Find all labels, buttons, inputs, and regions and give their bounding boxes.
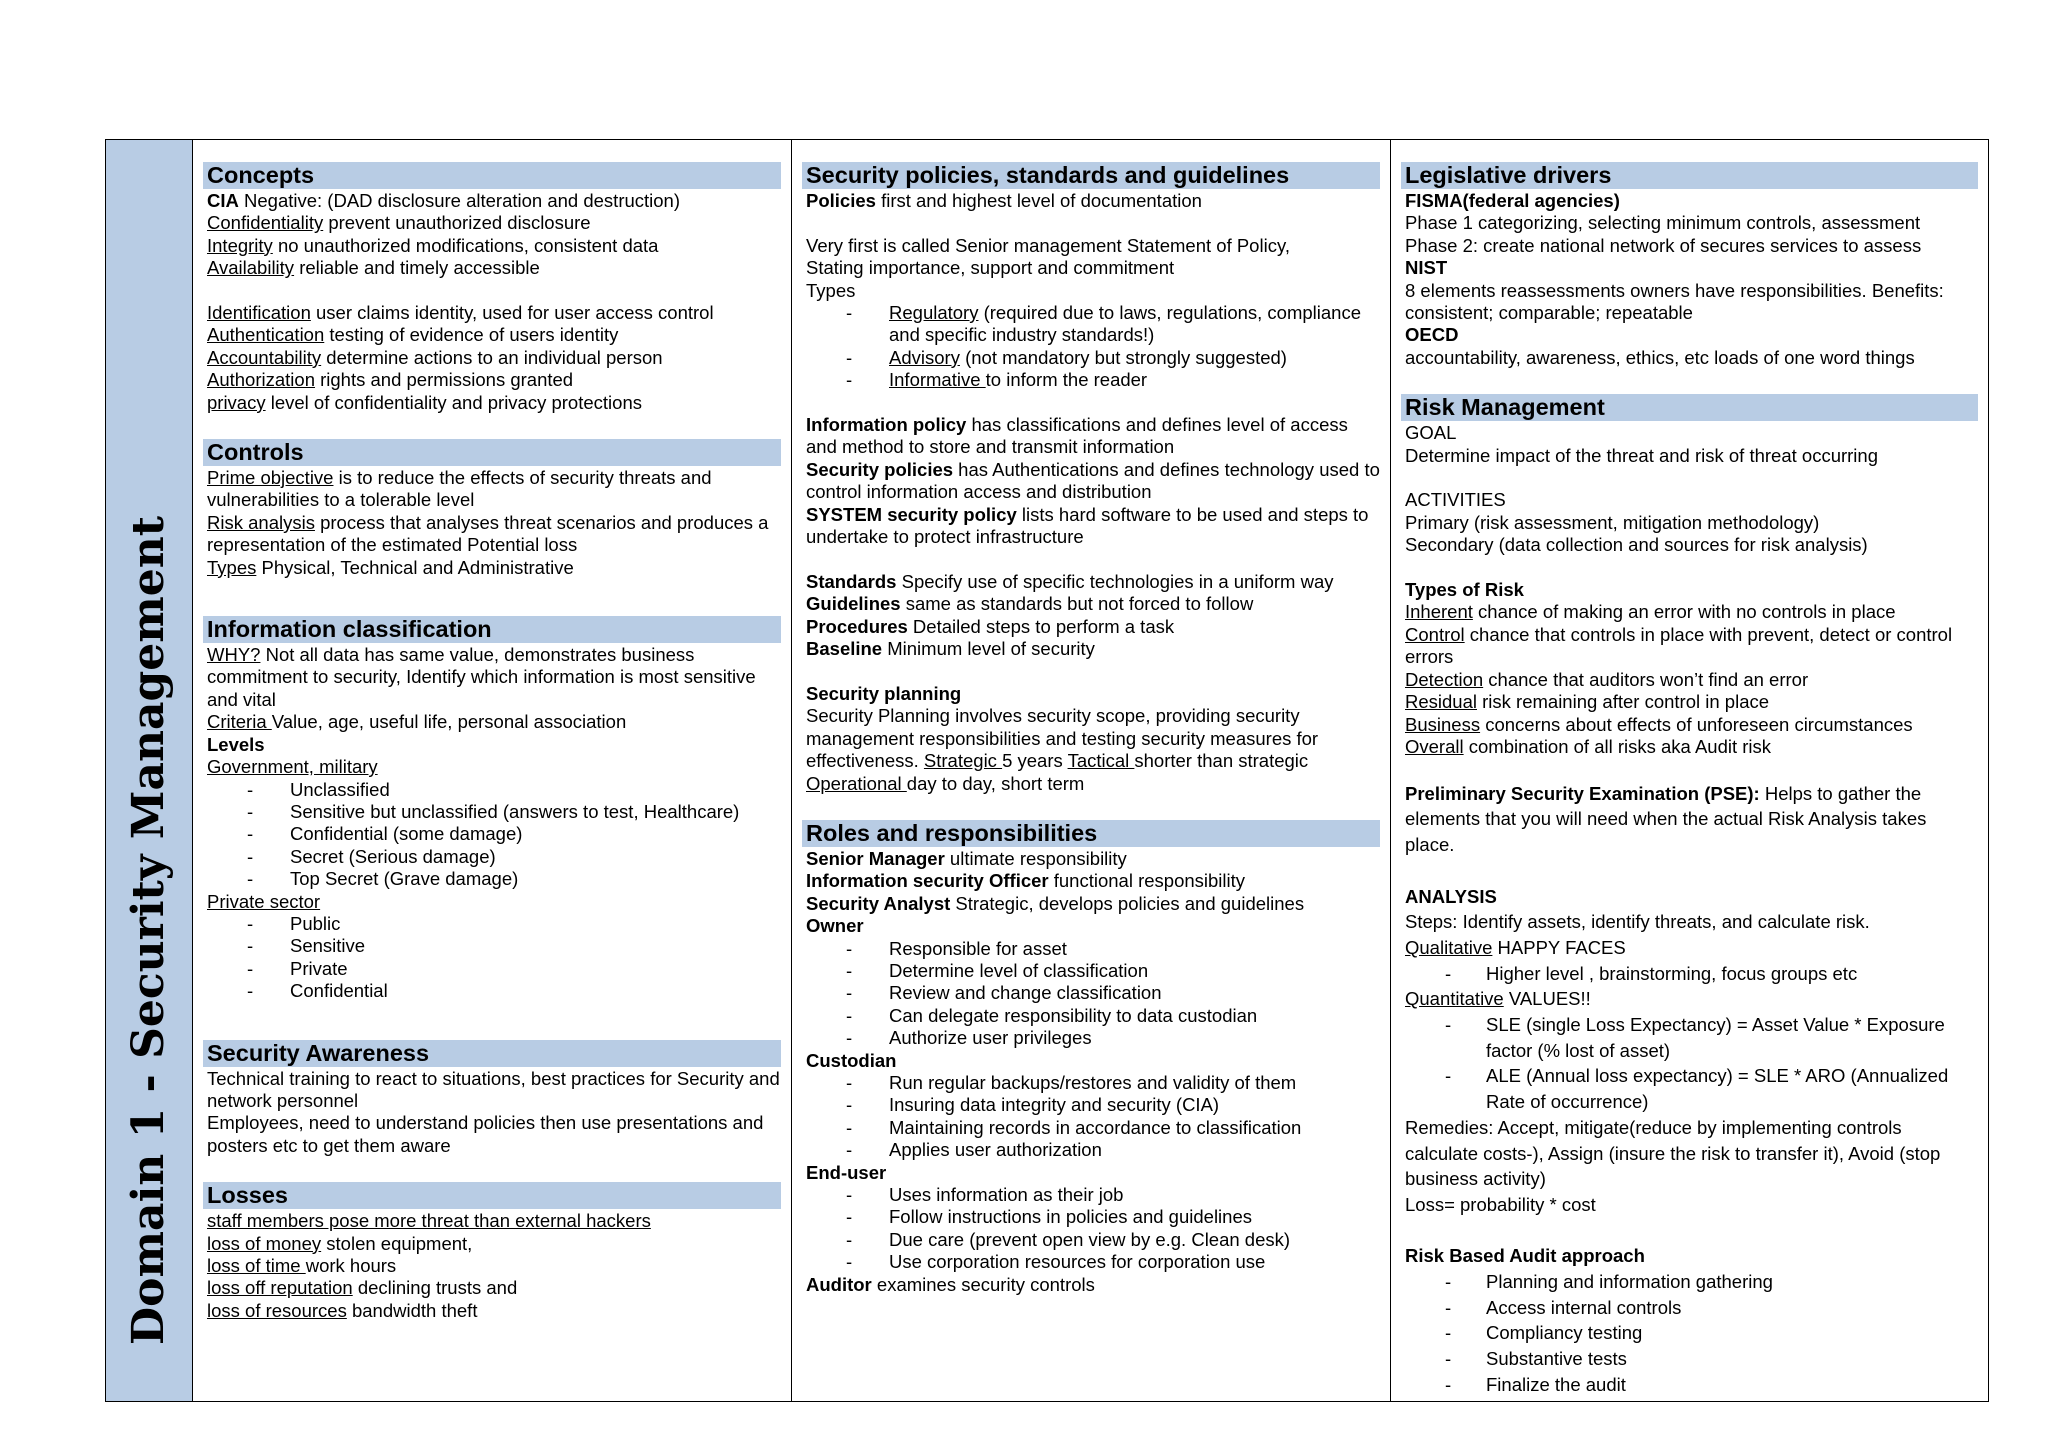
nist-heading: NIST xyxy=(1405,257,1448,279)
concept-integrity: Integrity no unauthorized modifications, consistent data xyxy=(207,234,659,256)
quantitative-item: - ALE (Annual loss expectancy) = SLE * ARO (Annualized Rate of occurrence) xyxy=(1401,1063,1978,1114)
domain-title: Domain 1 - Security Management xyxy=(123,515,174,1345)
policies-types: Types xyxy=(806,279,856,301)
section-title-policies: Security policies, standards and guidelines xyxy=(802,162,1380,189)
custodian-item: - Run regular backups/restores and validity of them xyxy=(802,1072,1380,1094)
risk-quantitative: Quantitative VALUES!! xyxy=(1405,988,1591,1010)
enduser-item: - Uses information as their job xyxy=(802,1184,1380,1206)
risk-qualitative: Qualitative HAPPY FACES xyxy=(1405,936,1626,958)
owner-item: - Review and change classification xyxy=(802,982,1380,1004)
concept-authorization: Authorization rights and permissions granted xyxy=(207,369,574,391)
system-security-policy: SYSTEM security policy lists hard software to be used and steps to undertake to protect infrastructure xyxy=(806,503,1369,548)
losses-resources: loss of resources bandwidth theft xyxy=(207,1299,478,1321)
risk-detection: Detection chance that auditors won’t find an error xyxy=(1405,668,1809,690)
controls-prime: Prime objective is to reduce the effects of security threats and vulnerabilities to a tolerable level xyxy=(207,467,712,511)
gov-level: - Secret (Serious damage) xyxy=(203,846,781,868)
guidelines-line: Guidelines same as standards but not forced to follow xyxy=(806,593,1254,615)
custodian-item: - Maintaining records in accordance to classification xyxy=(802,1117,1380,1139)
info-class-gov-heading: Government, military xyxy=(207,756,378,778)
custodian-item: - Applies user authorization xyxy=(802,1139,1380,1161)
section-title-info-class: Information classification xyxy=(203,616,781,643)
role-custodian: Custodian xyxy=(806,1049,897,1071)
controls-risk-analysis: Risk analysis process that analyses threat scenarios and produces a representation of the estimated Potential loss xyxy=(207,511,769,556)
info-class-criteria: Criteria Value, age, useful life, personal association xyxy=(207,711,627,733)
private-level: - Sensitive xyxy=(203,935,781,957)
section-title-roles: Roles and responsibilities xyxy=(802,820,1380,847)
risk-types-heading: Types of Risk xyxy=(1405,579,1524,601)
risk-control: Control chance that controls in place with prevent, detect or control errors xyxy=(1405,623,1953,668)
section-title-concepts: Concepts xyxy=(203,162,781,189)
domain-sheet xyxy=(105,139,1989,1402)
rba-heading: Risk Based Audit approach xyxy=(1405,1245,1645,1267)
section-roles xyxy=(802,820,1380,1296)
losses-staff: staff members pose more threat than external hackers xyxy=(207,1210,651,1232)
owner-item: - Can delegate responsibility to data custodian xyxy=(802,1005,1380,1027)
role-auditor: Auditor examines security controls xyxy=(806,1273,1095,1295)
risk-inherent: Inherent chance of making an error with no controls in place xyxy=(1405,601,1896,623)
security-planning-text: Security Planning involves security scope, providing security management responsibilities and testing security measures for effectiveness. Strategic 5 years Tactical shorter than strategic Operational day to day, short term xyxy=(806,705,1319,794)
fisma-phase-1: Phase 1 categorizing, selecting minimum controls, assessment xyxy=(1405,212,1921,234)
fisma-phase-2: Phase 2: create national network of secures services to assess xyxy=(1405,234,1922,256)
column-1 xyxy=(193,140,792,1401)
concept-identification: Identification user claims identity, used for user access control xyxy=(207,302,714,324)
risk-business: Business concerns about effects of unforeseen circumstances xyxy=(1405,713,1913,735)
section-losses xyxy=(203,1182,781,1322)
rba-item: - Access internal controls xyxy=(1401,1295,1978,1321)
column-2 xyxy=(792,140,1391,1401)
column-3 xyxy=(1391,140,1988,1401)
enduser-item: - Follow instructions in policies and guidelines xyxy=(802,1206,1380,1228)
role-owner: Owner xyxy=(806,915,864,937)
controls-types: Types Physical, Technical and Administrative xyxy=(207,556,574,578)
risk-pse: Preliminary Security Examination (PSE): Helps to gather the elements that you will need when the actual Risk Analysis takes place. xyxy=(1405,782,1927,856)
risk-loss: Loss= probability * cost xyxy=(1405,1193,1596,1215)
policies-line: Policies first and highest level of documentation xyxy=(806,190,1202,211)
info-class-levels: Levels xyxy=(207,733,265,755)
risk-residual: Residual risk remaining after control in place xyxy=(1405,691,1770,713)
risk-secondary: Secondary (data collection and sources for risk analysis) xyxy=(1405,534,1868,556)
gov-level: - Unclassified xyxy=(203,779,781,801)
nist-text: 8 elements reassessments owners have responsibilities. Benefits: consistent; comparable; repeatable xyxy=(1405,279,1944,324)
losses-reputation: loss off reputation declining trusts and xyxy=(207,1277,518,1299)
info-class-private-heading: Private sector xyxy=(207,890,321,912)
section-controls xyxy=(203,439,781,579)
owner-item: - Determine level of classification xyxy=(802,960,1380,982)
section-concepts xyxy=(203,162,781,414)
gov-level: - Sensitive but unclassified (answers to test, Healthcare) xyxy=(203,801,781,823)
custodian-item: - Insuring data integrity and security (CIA) xyxy=(802,1094,1380,1116)
policy-type-advisory: - Advisory (not mandatory but strongly suggested) xyxy=(802,347,1380,369)
section-security-awareness xyxy=(203,1040,781,1158)
qualitative-item: - Higher level , brainstorming, focus groups etc xyxy=(1401,961,1978,987)
concept-accountability: Accountability determine actions to an individual person xyxy=(207,346,663,368)
info-class-why: WHY? Not all data has same value, demonstrates business commitment to security, Identify which information is most sensitive and vital xyxy=(207,644,756,710)
gov-level: - Top Secret (Grave damage) xyxy=(203,868,781,890)
rba-item: - Finalize the audit xyxy=(1401,1372,1978,1398)
rba-item: - Substantive tests xyxy=(1401,1346,1978,1372)
section-policies xyxy=(802,162,1380,795)
role-senior-manager: Senior Manager ultimate responsibility xyxy=(806,847,1127,869)
risk-activities: ACTIVITIES xyxy=(1405,489,1506,511)
oecd-heading: OECD xyxy=(1405,324,1459,346)
security-policies: Security policies has Authentications and defines technology used to control information access and distribution xyxy=(806,458,1380,503)
risk-goal-text: Determine impact of the threat and risk of threat occurring xyxy=(1405,444,1878,466)
awareness-text-2: Employees, need to understand policies then use presentations and posters etc to get them aware xyxy=(207,1112,764,1156)
private-level: - Private xyxy=(203,958,781,980)
section-risk-management xyxy=(1401,394,1978,1397)
losses-money: loss of money stolen equipment, xyxy=(207,1232,473,1254)
rba-item: - Planning and information gathering xyxy=(1401,1269,1978,1295)
section-title-risk: Risk Management xyxy=(1401,394,1978,421)
awareness-text-1: Technical training to react to situations, best practices for Security and network personnel xyxy=(207,1067,780,1111)
policies-stating: Stating importance, support and commitment xyxy=(806,257,1175,279)
domain-sidebar xyxy=(106,140,193,1401)
fisma-heading: FISMA(federal agencies) xyxy=(1405,190,1620,211)
enduser-item: - Use corporation resources for corporation use xyxy=(802,1251,1380,1273)
risk-goal: GOAL xyxy=(1405,422,1457,444)
losses-time: loss of time work hours xyxy=(207,1255,397,1277)
role-iso: Information security Officer functional responsibility xyxy=(806,870,1246,892)
private-level: - Confidential xyxy=(203,980,781,1002)
owner-item: - Authorize user privileges xyxy=(802,1027,1380,1049)
standards-line: Standards Specify use of specific technologies in a uniform way xyxy=(806,570,1334,592)
risk-remedies: Remedies: Accept, mitigate(reduce by implementing controls calculate costs-), Assign (insure the risk to transfer it), Avoid (stop business activity) xyxy=(1405,1116,1941,1190)
section-title-legislative: Legislative drivers xyxy=(1401,162,1978,189)
role-security-analyst: Security Analyst Strategic, develops policies and guidelines xyxy=(806,892,1305,914)
policy-type-regulatory: - Regulatory (required due to laws, regulations, compliance and specific industry standards!) xyxy=(802,302,1380,347)
security-planning-heading: Security planning xyxy=(806,682,962,704)
policy-type-informative: - Informative to inform the reader xyxy=(802,369,1380,391)
section-title-losses: Losses xyxy=(203,1182,781,1209)
private-level: - Public xyxy=(203,913,781,935)
section-title-awareness: Security Awareness xyxy=(203,1040,781,1067)
concept-privacy: privacy level of confidentiality and privacy protections xyxy=(207,391,642,413)
oecd-text: accountability, awareness, ethics, etc loads of one word things xyxy=(1405,346,1915,368)
concept-authentication: Authentication testing of evidence of users identity xyxy=(207,324,619,346)
risk-analysis-heading: ANALYSIS xyxy=(1405,885,1497,907)
section-legislative xyxy=(1401,162,1978,369)
procedures-line: Procedures Detailed steps to perform a task xyxy=(806,615,1175,637)
concept-cia: CIA Negative: (DAD disclosure alteration and destruction) xyxy=(207,190,681,211)
concept-availability: Availability reliable and timely accessible xyxy=(207,257,540,279)
owner-item: - Responsible for asset xyxy=(802,938,1380,960)
role-end-user: End-user xyxy=(806,1161,887,1183)
baseline-line: Baseline Minimum level of security xyxy=(806,638,1095,660)
information-policy: Information policy has classifications and defines level of access and method to store and transmit information xyxy=(806,414,1348,458)
gov-level: - Confidential (some damage) xyxy=(203,823,781,845)
risk-steps: Steps: Identify assets, identify threats, and calculate risk. xyxy=(1405,911,1870,933)
concept-confidentiality: Confidentiality prevent unauthorized disclosure xyxy=(207,212,591,234)
policies-very-first: Very first is called Senior management Statement of Policy, xyxy=(806,234,1290,256)
risk-overall: Overall combination of all risks aka Audit risk xyxy=(1405,735,1772,757)
risk-primary: Primary (risk assessment, mitigation methodology) xyxy=(1405,511,1820,533)
enduser-item: - Due care (prevent open view by e.g. Clean desk) xyxy=(802,1229,1380,1251)
section-information-classification xyxy=(203,616,781,1003)
rba-item: - Compliancy testing xyxy=(1401,1320,1978,1346)
quantitative-item: - SLE (single Loss Expectancy) = Asset Value * Exposure factor (% lost of asset) xyxy=(1401,1012,1978,1063)
section-title-controls: Controls xyxy=(203,439,781,466)
